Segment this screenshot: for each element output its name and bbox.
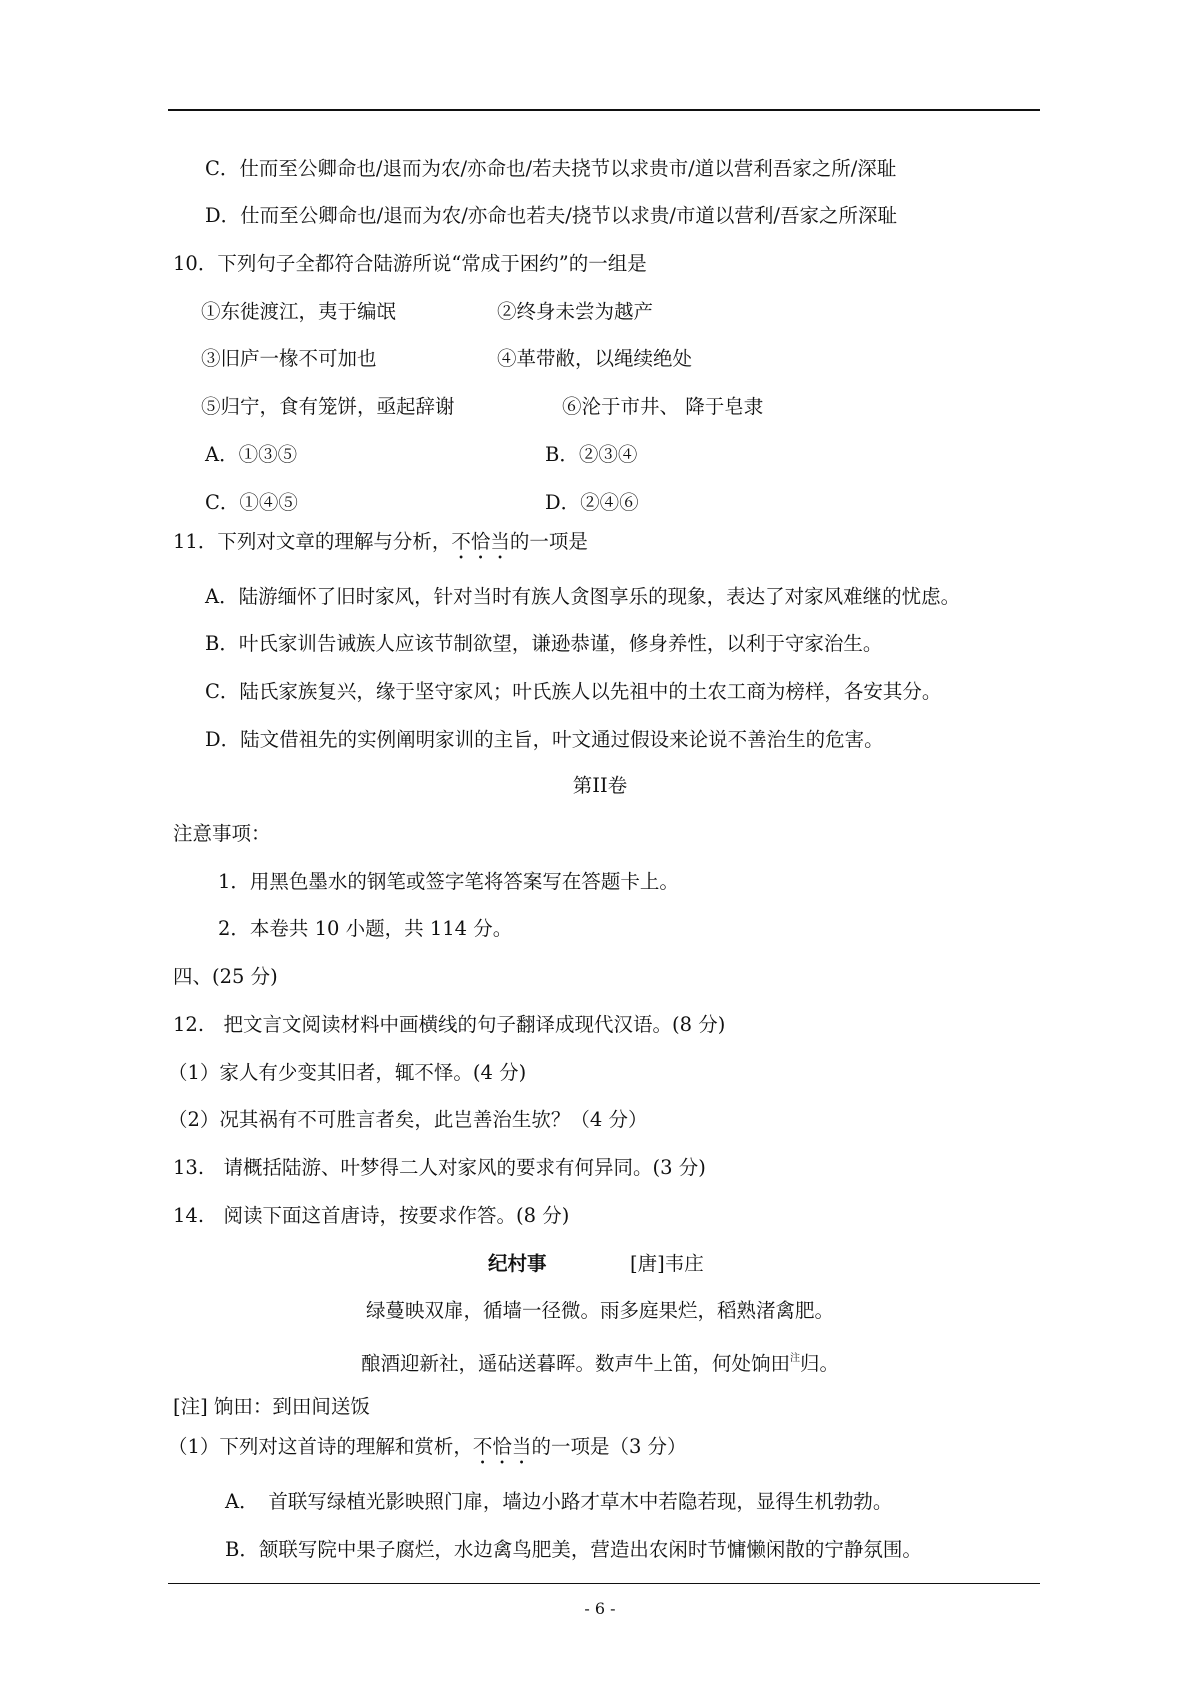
poem-line-1: 绿蔓映双扉，循墙一径微。雨多庭果烂，稻熟渚禽肥。	[365, 1299, 834, 1322]
q14-option-a: A． 首联写绿植光影映照门扉，墙边小路才草木中若隐若现，显得生机勃勃。	[225, 1490, 893, 1513]
q10-option-c: C．①④⑤	[205, 491, 298, 514]
q14-option-b: B．颔联写院中果子腐烂，水边禽鸟肥美，营造出农闲时节慵懒闲散的宁静氛围。	[225, 1538, 922, 1561]
q10-item-5: ⑤归宁，食有笼饼，亟起辞谢	[201, 395, 455, 418]
q9-option-d: D．仕而至公卿命也/退而为农/亦命也若夫/挠节以求贵/市道以营利/吾家之所深耻	[205, 204, 897, 227]
poem-line-2-end: 归。	[800, 1352, 840, 1375]
q14-stem: 14. 阅读下面这首唐诗，按要求作答。(8 分)	[173, 1204, 570, 1227]
poem-footnote: [注] 饷田：到田间送饭	[173, 1395, 370, 1418]
poem-line-2	[0, 1345, 1200, 1378]
poem-title: 纪村事	[488, 1252, 547, 1275]
notice-2: 2．本卷共 10 小题，共 114 分。	[218, 917, 513, 940]
q14-sub-1-suffix: 的一项是（3 分）	[531, 1435, 687, 1458]
q11-option-a: A．陆游缅怀了旧时家风，针对当时有族人贪图享乐的现象，表达了对家风难继的忧虑。	[205, 585, 961, 608]
q10-item-3: ③旧庐一椽不可加也	[201, 347, 377, 370]
q10-option-d: D．②④⑥	[545, 491, 639, 514]
q10-item-1: ①东徙渡江，夷于编氓	[201, 300, 397, 323]
poem-author: [唐]韦庄	[630, 1252, 704, 1275]
q10-item-2: ②终身未尝为越产	[497, 300, 654, 323]
poem-line-2-text: 酿酒迎新社，遥砧送暮晖。数声牛上笛，何处饷田	[360, 1352, 790, 1375]
q12-sub-2: （2）况其祸有不可胜言者矣，此岂善治生欤？（4 分）	[168, 1108, 648, 1131]
q14-sub-1-emphasis: 不恰当	[472, 1435, 532, 1458]
q12-stem: 12. 把文言文阅读材料中画横线的句子翻译成现代汉语。(8 分)	[173, 1013, 726, 1036]
poem-note-marker: 注	[790, 1353, 800, 1364]
bottom-rule	[168, 1583, 1040, 1584]
q14-sub-1	[168, 1433, 687, 1469]
page-number: - 6 -	[584, 1599, 616, 1618]
q14-sub-1-prefix: （1）下列对这首诗的理解和赏析，	[168, 1435, 473, 1458]
q12-sub-1: （1）家人有少变其旧者，辄不怿。(4 分)	[168, 1061, 527, 1084]
section-4-heading: 四、(25 分)	[173, 965, 278, 988]
q10-stem: 10．下列句子全都符合陆游所说“常成于困约”的一组是	[173, 252, 647, 275]
q11-stem-suffix: 的一项是	[509, 530, 588, 553]
q11-stem-prefix: 11．下列对文章的理解与分析，	[173, 530, 452, 553]
q11-option-d: D．陆文借祖先的实例阐明家训的主旨，叶文通过假设来论说不善治生的危害。	[205, 728, 884, 751]
q10-option-b: B．②③④	[545, 443, 638, 466]
part2-title: 第II卷	[572, 774, 628, 797]
top-rule	[168, 109, 1040, 111]
q11-option-c: C．陆氏家族复兴，缘于坚守家风；叶氏族人以先祖中的土农工商为榜样，各安其分。	[205, 680, 942, 703]
q10-item-6: ⑥沦于市井、 降于皂隶	[562, 395, 764, 418]
q10-option-a: A．①③⑤	[205, 443, 298, 466]
q9-option-c: C．仕而至公卿命也/退而为农/亦命也/若夫挠节以求贵市/道以营利吾家之所/深耻	[205, 157, 897, 180]
q11-stem-emphasis: 不恰当	[451, 530, 510, 553]
q11-option-b: B．叶氏家训告诫族人应该节制欲望，谦逊恭谨，修身养性，以利于守家治生。	[205, 632, 883, 655]
q13-stem: 13. 请概括陆游、叶梦得二人对家风的要求有何异同。(3 分)	[173, 1156, 706, 1179]
q10-item-4: ④革带敝，以绳续绝处	[497, 347, 693, 370]
q11-stem	[173, 528, 588, 564]
notice-1: 1．用黑色墨水的钢笔或签字笔将答案写在答题卡上。	[218, 870, 679, 893]
notice-title: 注意事项：	[173, 822, 271, 845]
